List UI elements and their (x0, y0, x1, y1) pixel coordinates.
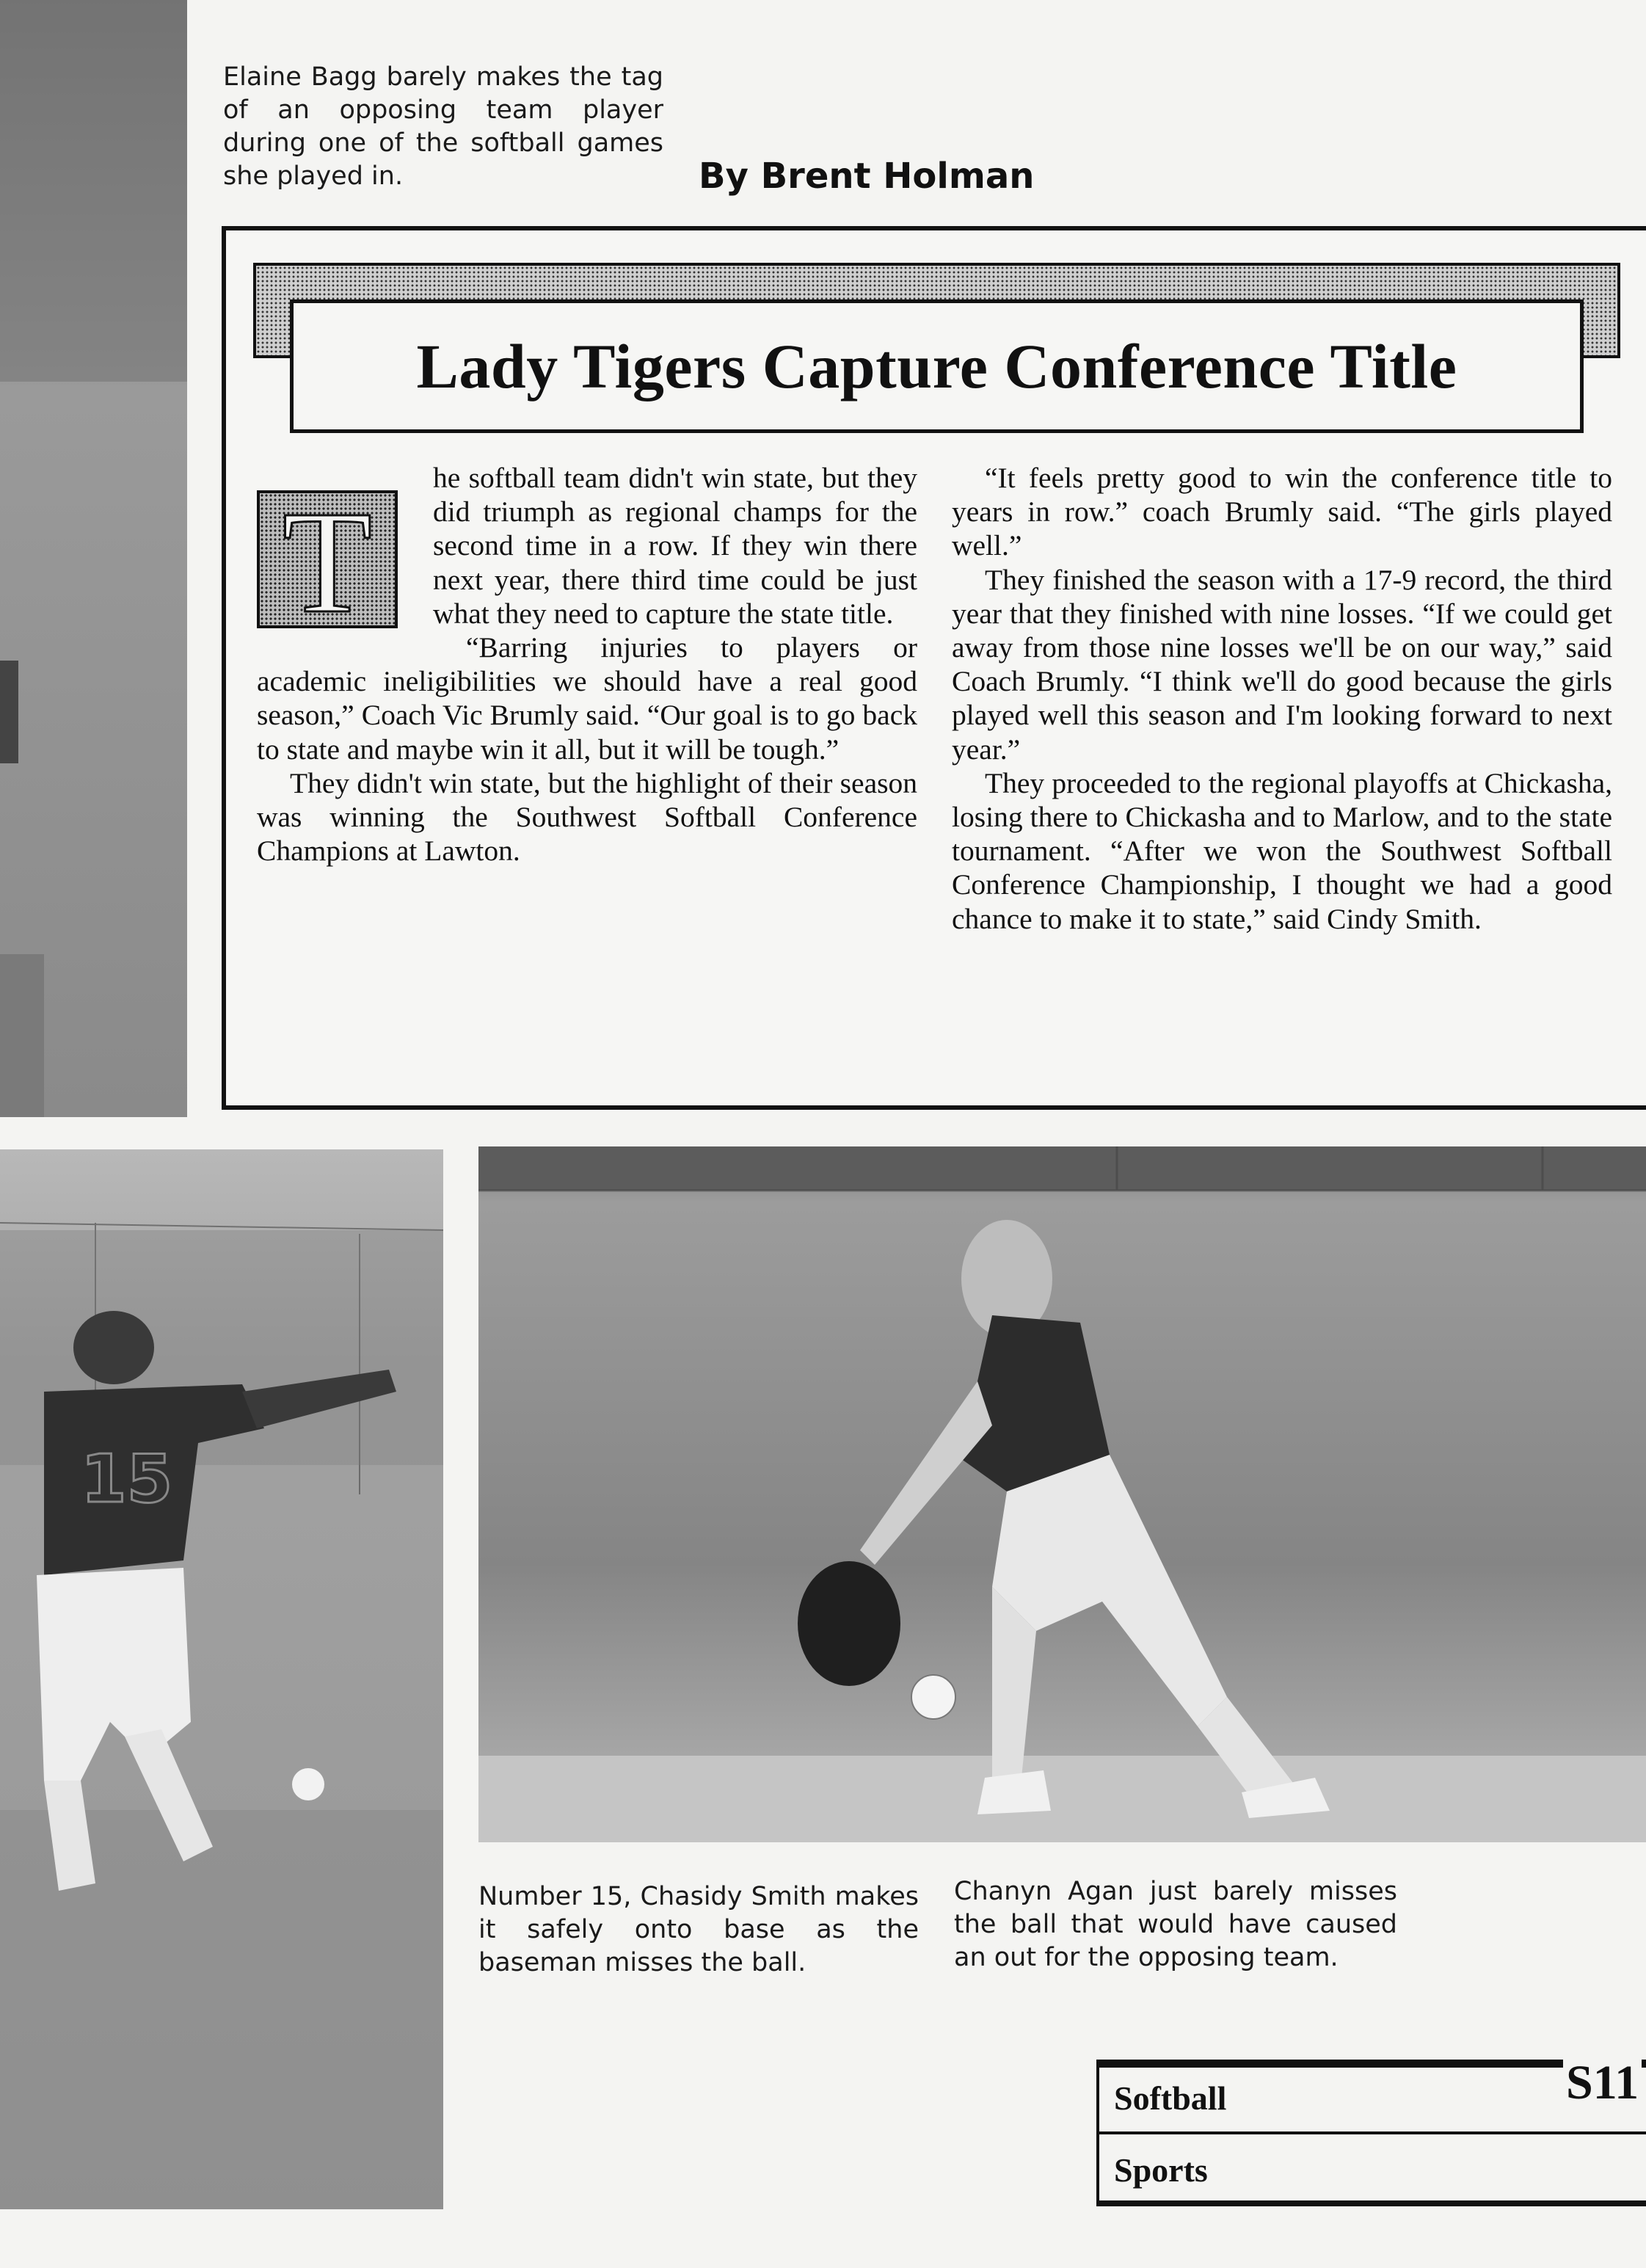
photo-left-strip (0, 0, 187, 1117)
photo-fielder-reaching (478, 1146, 1646, 1842)
article-paragraph: They didn't win state, but the highlight of their season was winning the Southwest Softball Conference Champions at Lawton. (257, 766, 917, 868)
photo-runner-number-15 (0, 1149, 443, 2209)
drop-cap-letter: T (282, 481, 373, 644)
section-label-sports: Sports (1114, 2151, 1208, 2189)
page-number: S11 (1563, 2055, 1642, 2111)
title-box (290, 299, 1584, 433)
article-column-left (257, 461, 917, 868)
article-paragraph: They finished the season with a 17-9 record, the third year that they finished with nine losses. “If we could get away from those nine losses we'll be on our way,” said Coach Brumly. “I think we'll do good because the girls played well this season and I'm looking forward to next year.” (952, 563, 1612, 766)
drop-cap (257, 481, 398, 644)
article-paragraph: he softball team didn't win state, but they did triumph as regional champs for the second time in a row. If they win there next year, there third time could be just what they need to capture the state title. (433, 462, 917, 630)
article-title: Lady Tigers Capture Conference Title (416, 331, 1457, 401)
article-column-right (952, 461, 1612, 936)
article-paragraph: “Barring injuries to players or academic ineligibilities we should have a real good season,” Coach Vic Brumly said. “Our goal is to go back to state and maybe win it all, but it will be tough.” (257, 631, 917, 766)
byline: By Brent Holman (699, 156, 1035, 197)
caption-elaine-bagg: Elaine Bagg barely makes the tag of an opposing team player during one of the softball games she played in. (223, 62, 663, 191)
section-label-softball: Softball (1114, 2079, 1227, 2117)
caption-chanyn-agan: Chanyn Agan just barely misses the ball that would have caused an out for the opposing team. (954, 1877, 1397, 1972)
article-paragraph: They proceeded to the regional playoffs at Chickasha, losing there to Chickasha and to Marlow, and to the state tournament. “After we won the Southwest Softball Conference Championship, I thought we had a good chance to make it to state,” said Cindy Smith. (952, 766, 1612, 935)
jersey-number-15: 15 (81, 1441, 173, 1518)
section-footer-divider (1096, 2131, 1646, 2134)
article-paragraph: “It feels pretty good to win the conference title to years in row.” coach Brumly said. “The girls played well.” (952, 462, 1612, 562)
caption-chasidy-smith: Number 15, Chasidy Smith makes it safely onto base as the baseman misses the ball. (478, 1882, 919, 1977)
